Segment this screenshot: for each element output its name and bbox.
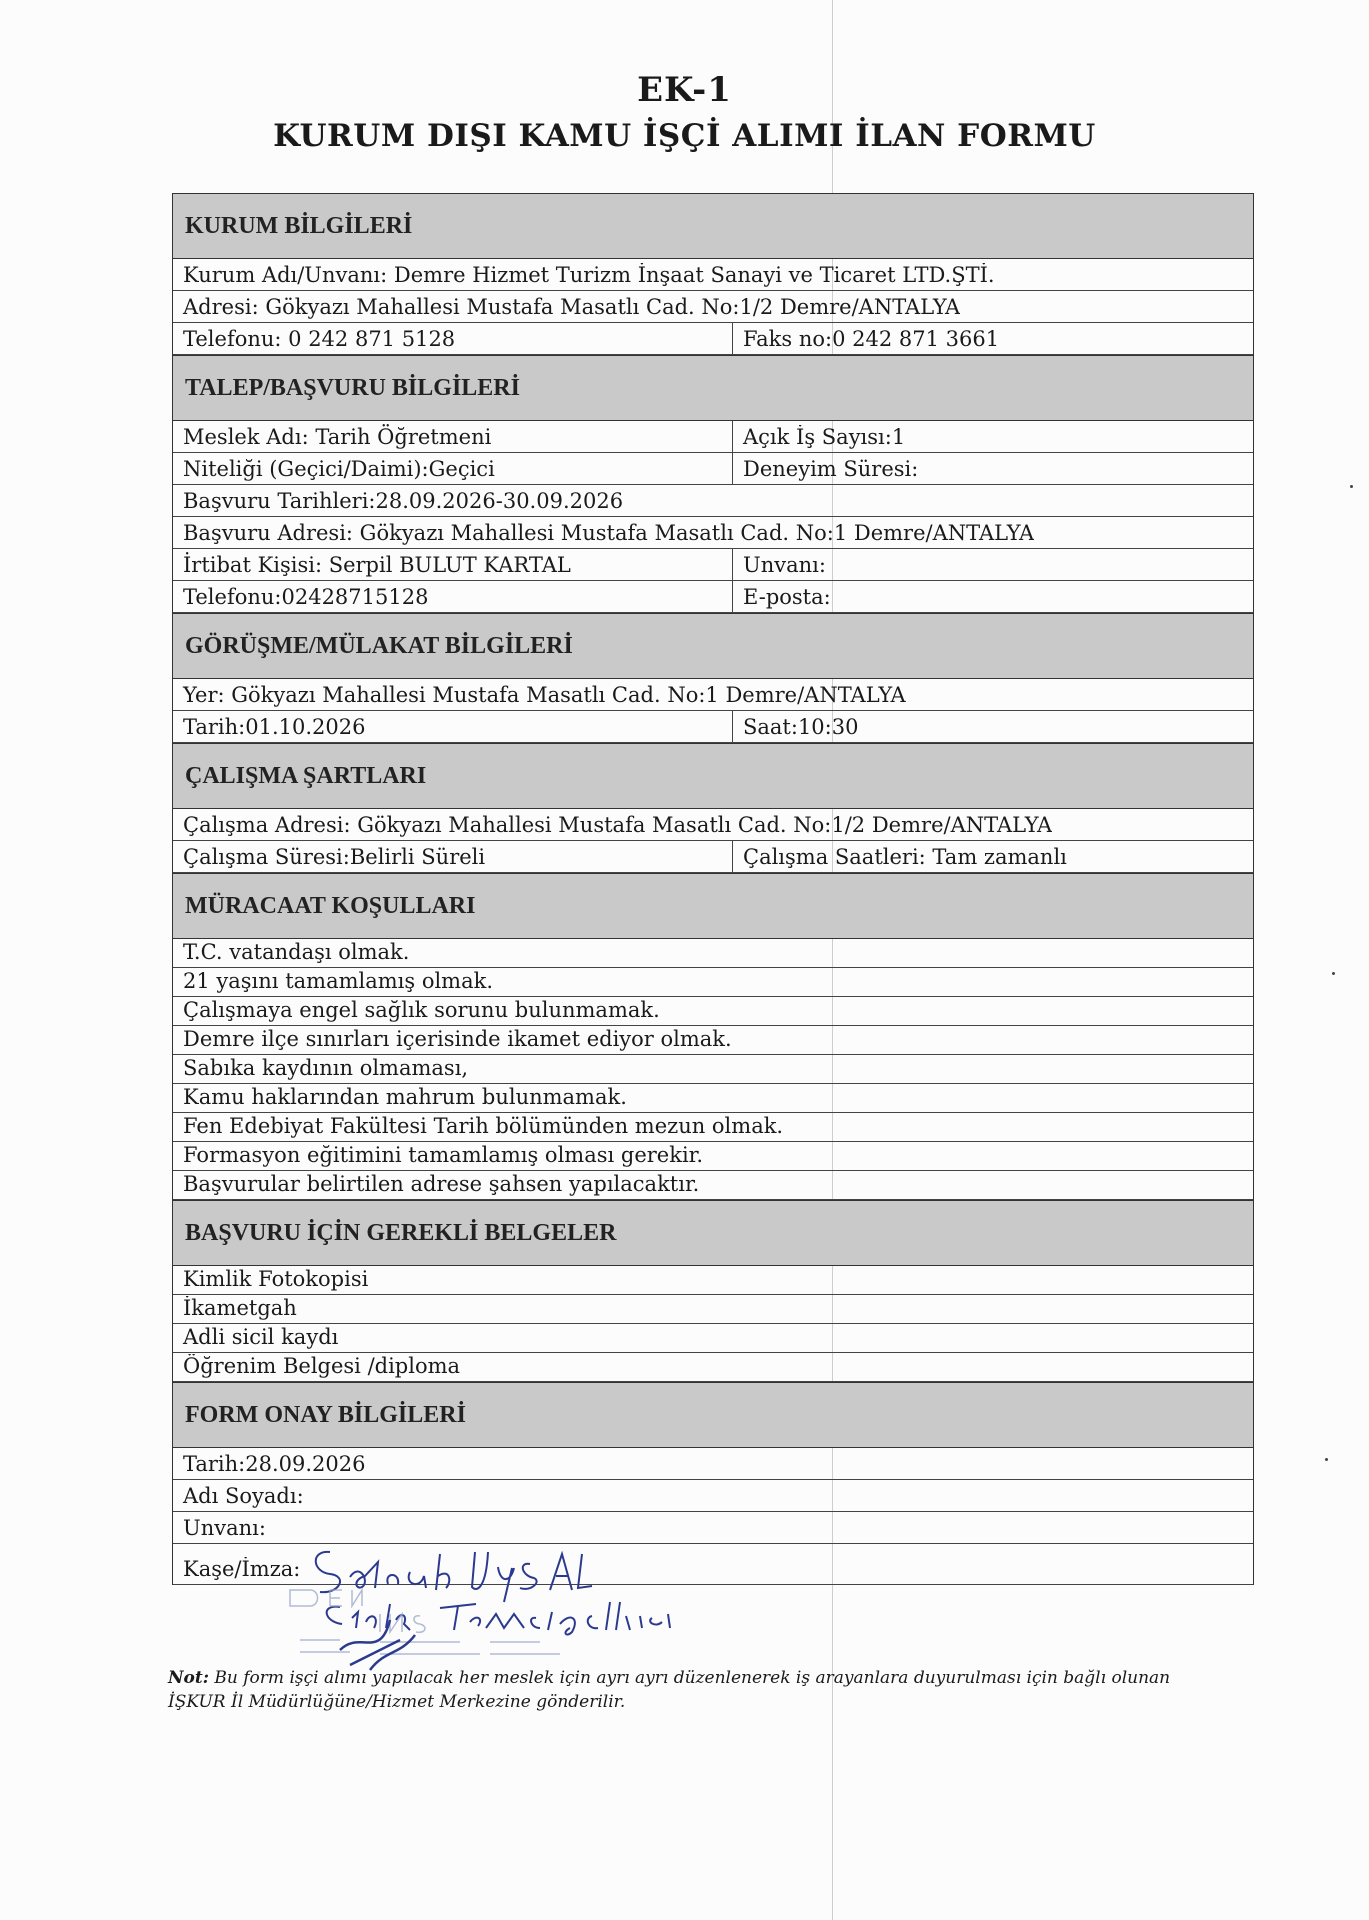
- kurum-phone: Telefonu: 0 242 871 5128: [173, 323, 733, 354]
- list-item: [173, 968, 1253, 997]
- belge-item: Öğrenim Belgesi /diploma: [183, 1354, 461, 1378]
- muracaat-item: 21 yaşını tamamlamış olmak.: [183, 969, 494, 993]
- note-label: Not:: [168, 1668, 210, 1688]
- calisma-row-1: [173, 809, 1253, 841]
- belge-item: Adli sicil kaydı: [183, 1325, 339, 1349]
- scan-speck: [1325, 1458, 1328, 1461]
- section-header-kurum: KURUM BİLGİLERİ: [173, 193, 1253, 259]
- section-header-belgeler: BAŞVURU İÇİN GEREKLİ BELGELER: [173, 1200, 1253, 1266]
- calisma-saatleri: Çalışma Saatleri: Tam zamanlı: [743, 845, 1067, 869]
- muracaat-item: Formasyon eğitimini tamamlamış olması gerekir.: [183, 1143, 704, 1167]
- muracaat-item: Başvurular belirtilen adrese şahsen yapılacaktır.: [183, 1172, 700, 1196]
- deneyim-suresi: Deneyim Süresi:: [743, 457, 919, 481]
- kurum-address-row: [173, 291, 1253, 323]
- list-item: [173, 1353, 1253, 1382]
- onay-row-ad: [173, 1480, 1253, 1512]
- talep-row-2: [173, 453, 1253, 485]
- kurum-name-row: [173, 259, 1253, 291]
- muracaat-item: Fen Edebiyat Fakültesi Tarih bölümünden mezun olmak.: [183, 1114, 784, 1138]
- gorusme-tarih: Tarih:01.10.2026: [173, 711, 733, 742]
- talep-row-6: [173, 581, 1253, 613]
- belge-item: İkametgah: [183, 1296, 297, 1320]
- list-item: [173, 1266, 1253, 1295]
- irtibat-eposta: E-posta:: [743, 585, 831, 609]
- muracaat-item: T.C. vatandaşı olmak.: [183, 940, 410, 964]
- niteligi: Niteliği (Geçici/Daimi):Geçici: [173, 453, 733, 484]
- onay-unvan-label: Unvanı:: [183, 1516, 266, 1540]
- list-item: [173, 1142, 1253, 1171]
- meslek-adi: Meslek Adı: Tarih Öğretmeni: [173, 421, 733, 452]
- acik-is-sayisi: Açık İş Sayısı:1: [743, 425, 906, 449]
- irtibat-kisisi: İrtibat Kişisi: Serpil BULUT KARTAL: [173, 549, 733, 580]
- kurum-contact-row: [173, 323, 1253, 355]
- list-item: [173, 997, 1253, 1026]
- muracaat-item: Demre ilçe sınırları içerisinde ikamet ediyor olmak.: [183, 1027, 732, 1051]
- onay-row-tarih: [173, 1448, 1253, 1480]
- talep-row-1: [173, 421, 1253, 453]
- list-item: [173, 1295, 1253, 1324]
- kurum-address: Adresi: Gökyazı Mahallesi Mustafa Masatlı Cad. No:1/2 Demre/ANTALYA: [183, 295, 961, 319]
- list-item: [173, 939, 1253, 968]
- kurum-name: Kurum Adı/Unvanı: Demre Hizmet Turizm İnşaat Sanayi ve Ticaret LTD.ŞTİ.: [183, 263, 995, 287]
- muracaat-item: Sabıka kaydının olmaması,: [183, 1056, 469, 1080]
- kurum-fax: Faks no:0 242 871 3661: [743, 327, 1000, 351]
- section-header-muracaat: MÜRACAAT KOŞULLARI: [173, 873, 1253, 939]
- gorusme-row-2: [173, 711, 1253, 743]
- onay-ad-soyad-label: Adı Soyadı:: [183, 1484, 304, 1508]
- onay-tarih: Tarih:28.09.2026: [183, 1452, 366, 1476]
- list-item: [173, 1324, 1253, 1353]
- belge-item: Kimlik Fotokopisi: [183, 1267, 369, 1291]
- basvuru-tarihleri: Başvuru Tarihleri:28.09.2026-30.09.2026: [183, 489, 624, 513]
- muracaat-item: Kamu haklarından mahrum bulunmamak.: [183, 1085, 627, 1109]
- calisma-suresi: Çalışma Süresi:Belirli Süreli: [173, 841, 733, 872]
- basvuru-adresi: Başvuru Adresi: Gökyazı Mahallesi Mustafa Masatlı Cad. No:1 Demre/ANTALYA: [183, 521, 1035, 545]
- gorusme-yer: Yer: Gökyazı Mahallesi Mustafa Masatlı Cad. No:1 Demre/ANTALYA: [183, 683, 906, 707]
- talep-row-5: [173, 549, 1253, 581]
- calisma-row-2: [173, 841, 1253, 873]
- document-title: KURUM DIŞI KAMU İŞÇİ ALIMI İLAN FORMU: [273, 118, 1096, 154]
- list-item: [173, 1084, 1253, 1113]
- gorusme-saat: Saat:10:30: [743, 715, 859, 739]
- scan-speck: [1350, 485, 1353, 488]
- calisma-adresi: Çalışma Adresi: Gökyazı Mahallesi Mustafa Masatlı Cad. No:1/2 Demre/ANTALYA: [183, 813, 1053, 837]
- note-text: Bu form işçi alımı yapılacak her meslek için ayrı ayrı düzenlenerek iş arayanlara duyurulması için bağlı olunan İŞKUR İl Müdürlüğüne/Hizmet Merkezine gönderilir.: [168, 1668, 1171, 1712]
- talep-row-4: [173, 517, 1253, 549]
- talep-row-3: [173, 485, 1253, 517]
- section-header-talep: TALEP/BAŞVURU BİLGİLERİ: [173, 355, 1253, 421]
- title-block: [0, 70, 1369, 154]
- list-item: [173, 1171, 1253, 1200]
- onay-kase-label: Kaşe/İmza:: [183, 1557, 301, 1581]
- document-code: EK-1: [637, 70, 732, 110]
- scan-speck: [1332, 972, 1335, 975]
- section-header-onay: FORM ONAY BİLGİLERİ: [173, 1382, 1253, 1448]
- muracaat-item: Çalışmaya engel sağlık sorunu bulunmamak.: [183, 998, 660, 1022]
- section-header-gorusme: GÖRÜŞME/MÜLAKAT BİLGİLERİ: [173, 613, 1253, 679]
- list-item: [173, 1113, 1253, 1142]
- section-header-calisma: ÇALIŞMA ŞARTLARI: [173, 743, 1253, 809]
- list-item: [173, 1055, 1253, 1084]
- list-item: [173, 1026, 1253, 1055]
- gorusme-row-1: [173, 679, 1253, 711]
- footer-note: [168, 1666, 1218, 1714]
- announcement-form: [172, 193, 1254, 1585]
- irtibat-unvani: Unvanı:: [743, 553, 826, 577]
- irtibat-telefonu: Telefonu:02428715128: [173, 581, 733, 612]
